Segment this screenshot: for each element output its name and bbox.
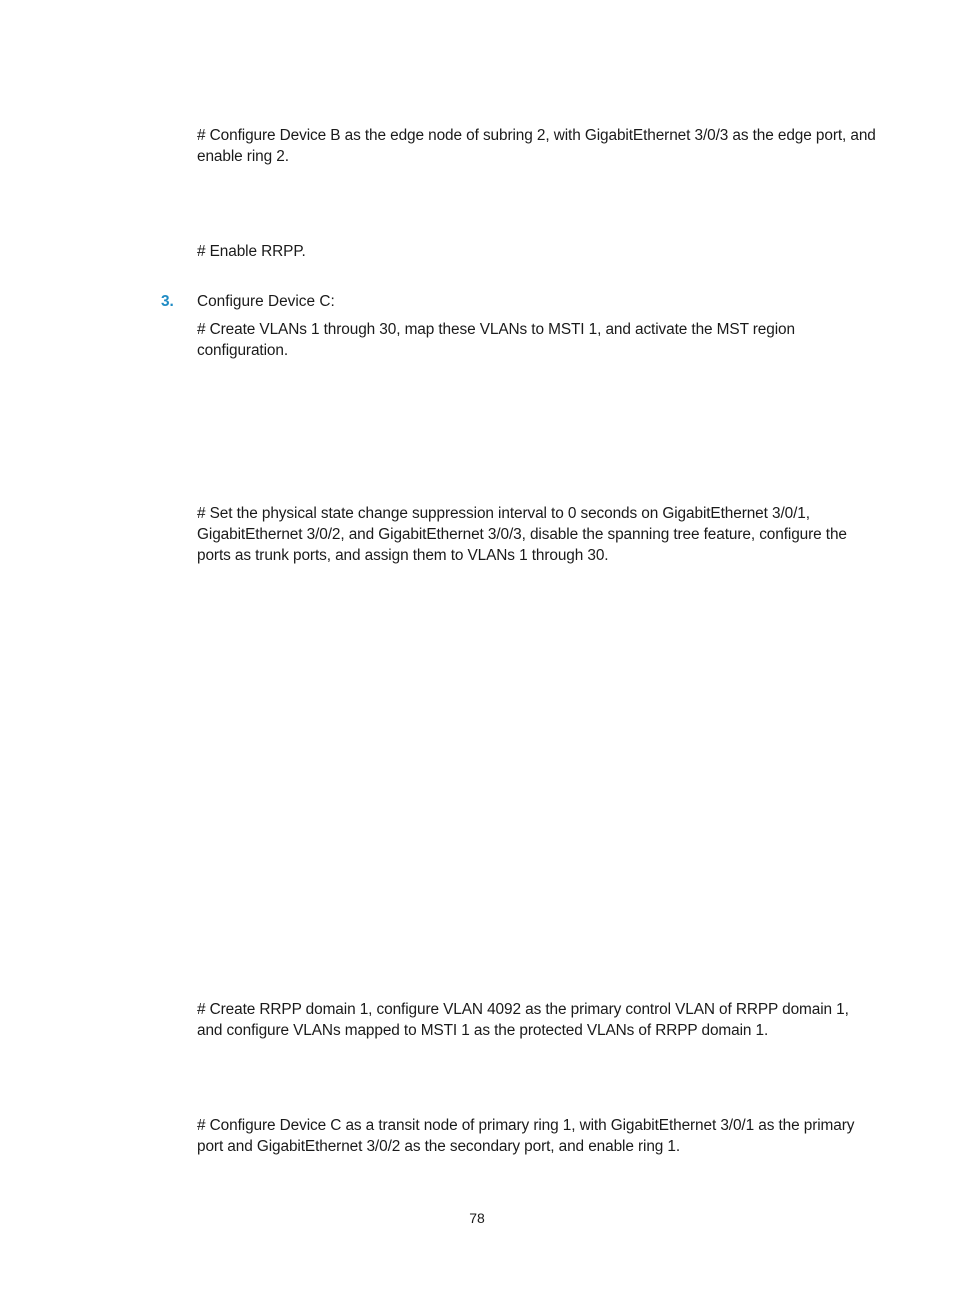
paragraph-device-b-edge-node: # Configure Device B as the edge node of subring 2, with GigabitEthernet 3/0/3 as the edge port, and enable ring 2.	[197, 127, 876, 165]
paragraph-create-vlans: # Create VLANs 1 through 30, map these VLANs to MSTI 1, and activate the MST region configuration.	[197, 321, 795, 359]
paragraph-create-rrpp-domain: # Create RRPP domain 1, configure VLAN 4092 as the primary control VLAN of RRPP domain 1, and configure VLANs mapped to MSTI 1 as the protected VLANs of RRPP domain 1.	[197, 1001, 849, 1039]
page-number: 78	[469, 1210, 485, 1226]
paragraph-device-c-transit-node: # Configure Device C as a transit node of primary ring 1, with GigabitEthernet 3/0/1 as the primary port and GigabitEthernet 3/0/2 as the secondary port, and enable ring 1.	[197, 1117, 855, 1155]
paragraph-suppression-interval: # Set the physical state change suppression interval to 0 seconds on GigabitEthernet 3/0/1, GigabitEthernet 3/0/2, and GigabitEthernet 3/0/3, disable the spanning tree feature, configure the ports as trunk ports, and assign them to VLANs 1 through 30.	[197, 505, 847, 564]
step-number: 3.	[161, 293, 174, 310]
paragraph-enable-rrpp: # Enable RRPP.	[197, 243, 306, 260]
step-title: Configure Device C:	[197, 293, 335, 310]
